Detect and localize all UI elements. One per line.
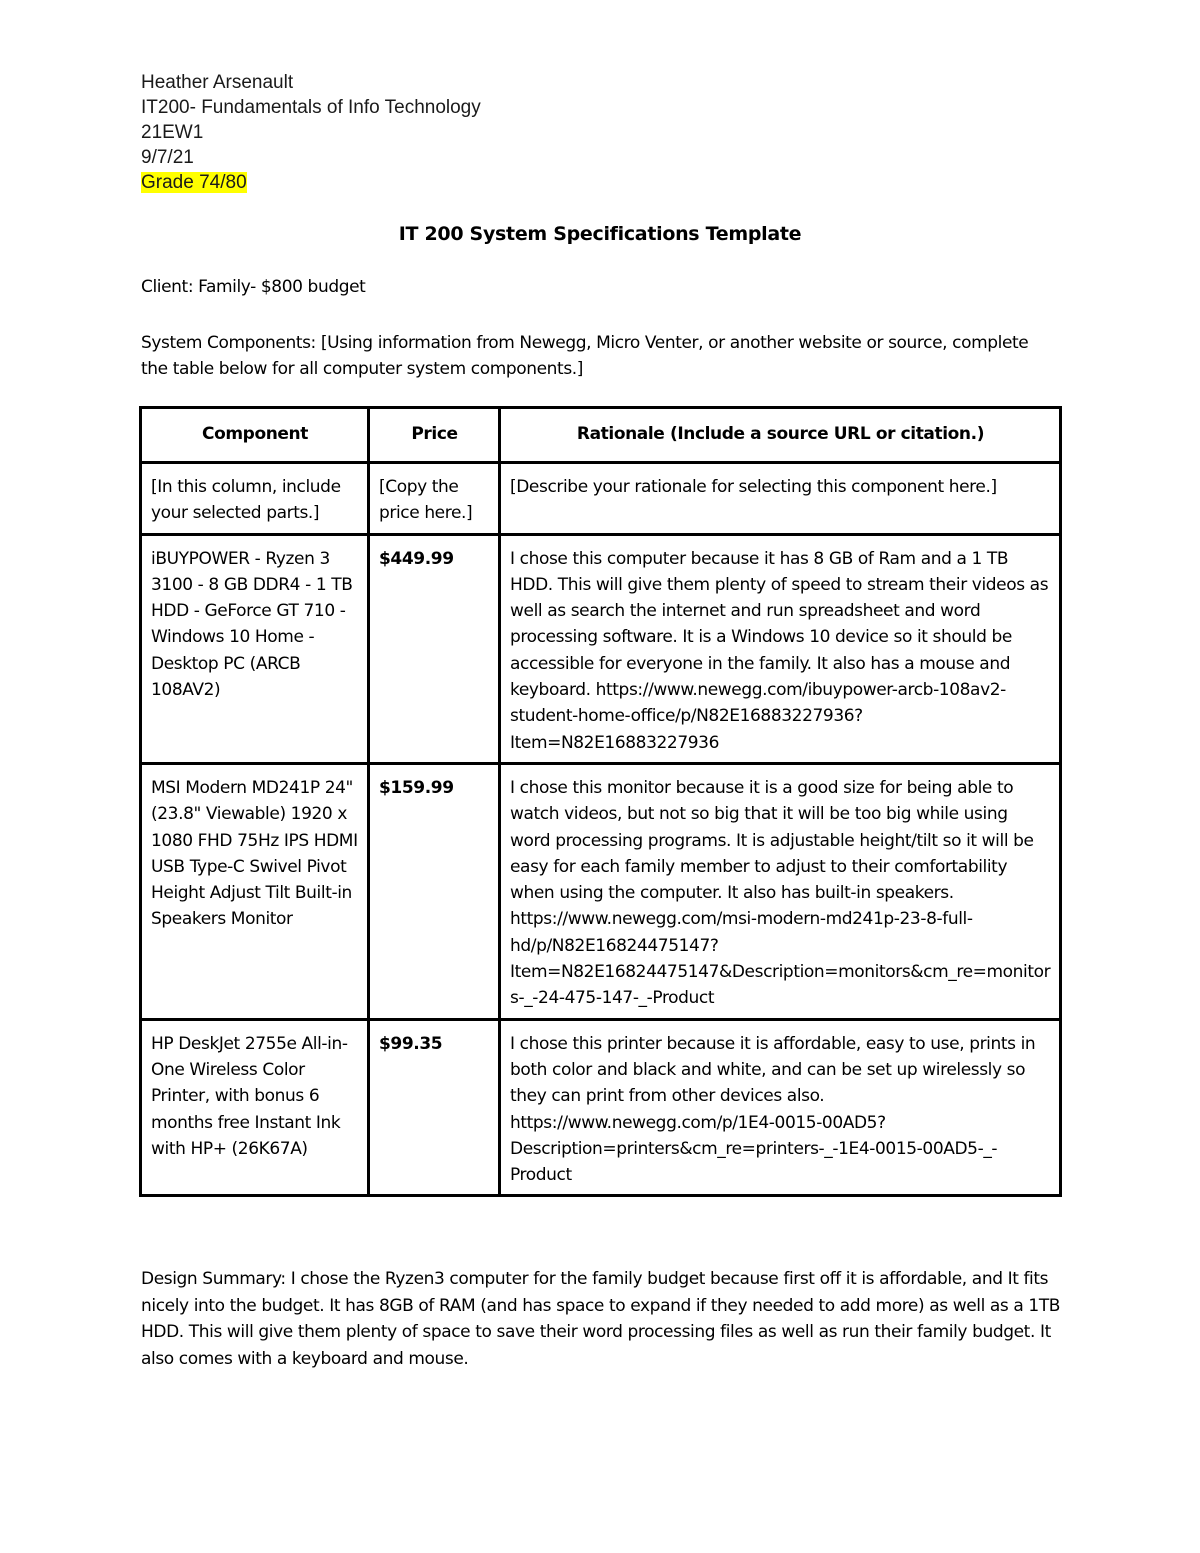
- rationale-cell: I chose this computer because it has 8 GB of Ram and a 1 TB HDD. This will give them plenty of speed to stream their videos as well as search the internet and run spreadsheet and word processing software. It is a Windows 10 device so it should be accessible for everyone in the family. It also has a mouse and keyboard. https://www.newegg.com/ibuypower-arcb-108av2-student-home-office/p/N82E16883227936?Item=N82E16883227936: [500, 534, 1061, 763]
- rationale-cell: I chose this monitor because it is a good size for being able to watch videos, but not so big that it will be too big while using word processing programs. It is adjustable height/tilt so it will be easy for each family member to adjust to their comfortability when using the computer. It also has built-in speakers. https://www.newegg.com/msi-modern-md241p-23-8-full-hd/p/N82E16824475147? Item=N82E16824475147&Description=monitors&cm_re=monitors-_-24-475-147-_-Product: [500, 763, 1061, 1019]
- table-row: [141, 763, 1061, 1019]
- grade-highlight: Grade 74/80: [141, 172, 247, 193]
- table-row: [141, 463, 1061, 535]
- component-cell: MSI Modern MD241P 24" (23.8" Viewable) 1920 x 1080 FHD 75Hz IPS HDMI USB Type-C Swivel Pivot Height Adjust Tilt Built-in Speakers Monitor: [141, 763, 369, 1019]
- submission-date: 9/7/21: [141, 147, 194, 168]
- rationale-cell: I chose this printer because it is affordable, easy to use, prints in both color and black and white, and can be set up wirelessly so they can print from other devices also. https://www.newegg.com/p/1E4-0015-00AD5? Description=printers&cm_re=printers-_-1E4-0015-00AD5-_-Product: [500, 1019, 1061, 1196]
- section-code: 21EW1: [141, 122, 204, 143]
- table-row: [141, 1019, 1061, 1196]
- component-cell: [In this column, include your selected parts.]: [141, 463, 369, 535]
- rationale-cell: [Describe your rationale for selecting this component here.]: [500, 463, 1061, 535]
- system-components-intro: System Components: [Using information from Newegg, Micro Venter, or another website or source, complete the table below for all computer system components.]: [141, 333, 1029, 379]
- specifications-table: [139, 406, 1062, 1197]
- component-cell: iBUYPOWER - Ryzen 3 3100 - 8 GB DDR4 - 1 TB HDD - GeForce GT 710 - Windows 10 Home - Desktop PC (ARCB 108AV2): [141, 534, 369, 763]
- price-cell: $449.99: [369, 534, 500, 763]
- header-component: Component: [141, 408, 369, 463]
- price-cell: $99.35: [369, 1019, 500, 1196]
- price-cell: [Copy the price here.]: [369, 463, 500, 535]
- design-summary: Design Summary: I chose the Ryzen3 computer for the family budget because first off it is affordable, and It fits nicely into the budget. It has 8GB of RAM (and has space to expand if they needed to add more) as well as a 1TB HDD. This will give them plenty of space to save their word processing files as well as run their family budget. It also comes with a keyboard and mouse.: [141, 1269, 1061, 1369]
- price-cell: $159.99: [369, 763, 500, 1019]
- student-header: [141, 70, 481, 195]
- course-name: IT200- Fundamentals of Info Technology: [141, 97, 481, 118]
- document-title: IT 200 System Specifications Template: [398, 223, 802, 245]
- table-header-row: [141, 408, 1061, 463]
- table-row: [141, 534, 1061, 763]
- client-line: Client: Family- $800 budget: [141, 277, 366, 297]
- component-cell: HP DeskJet 2755e All-in-One Wireless Color Printer, with bonus 6 months free Instant Ink with HP+ (26K67A): [141, 1019, 369, 1196]
- header-price: Price: [369, 408, 500, 463]
- student-name: Heather Arsenault: [141, 72, 294, 93]
- header-rationale: Rationale (Include a source URL or citation.): [500, 408, 1061, 463]
